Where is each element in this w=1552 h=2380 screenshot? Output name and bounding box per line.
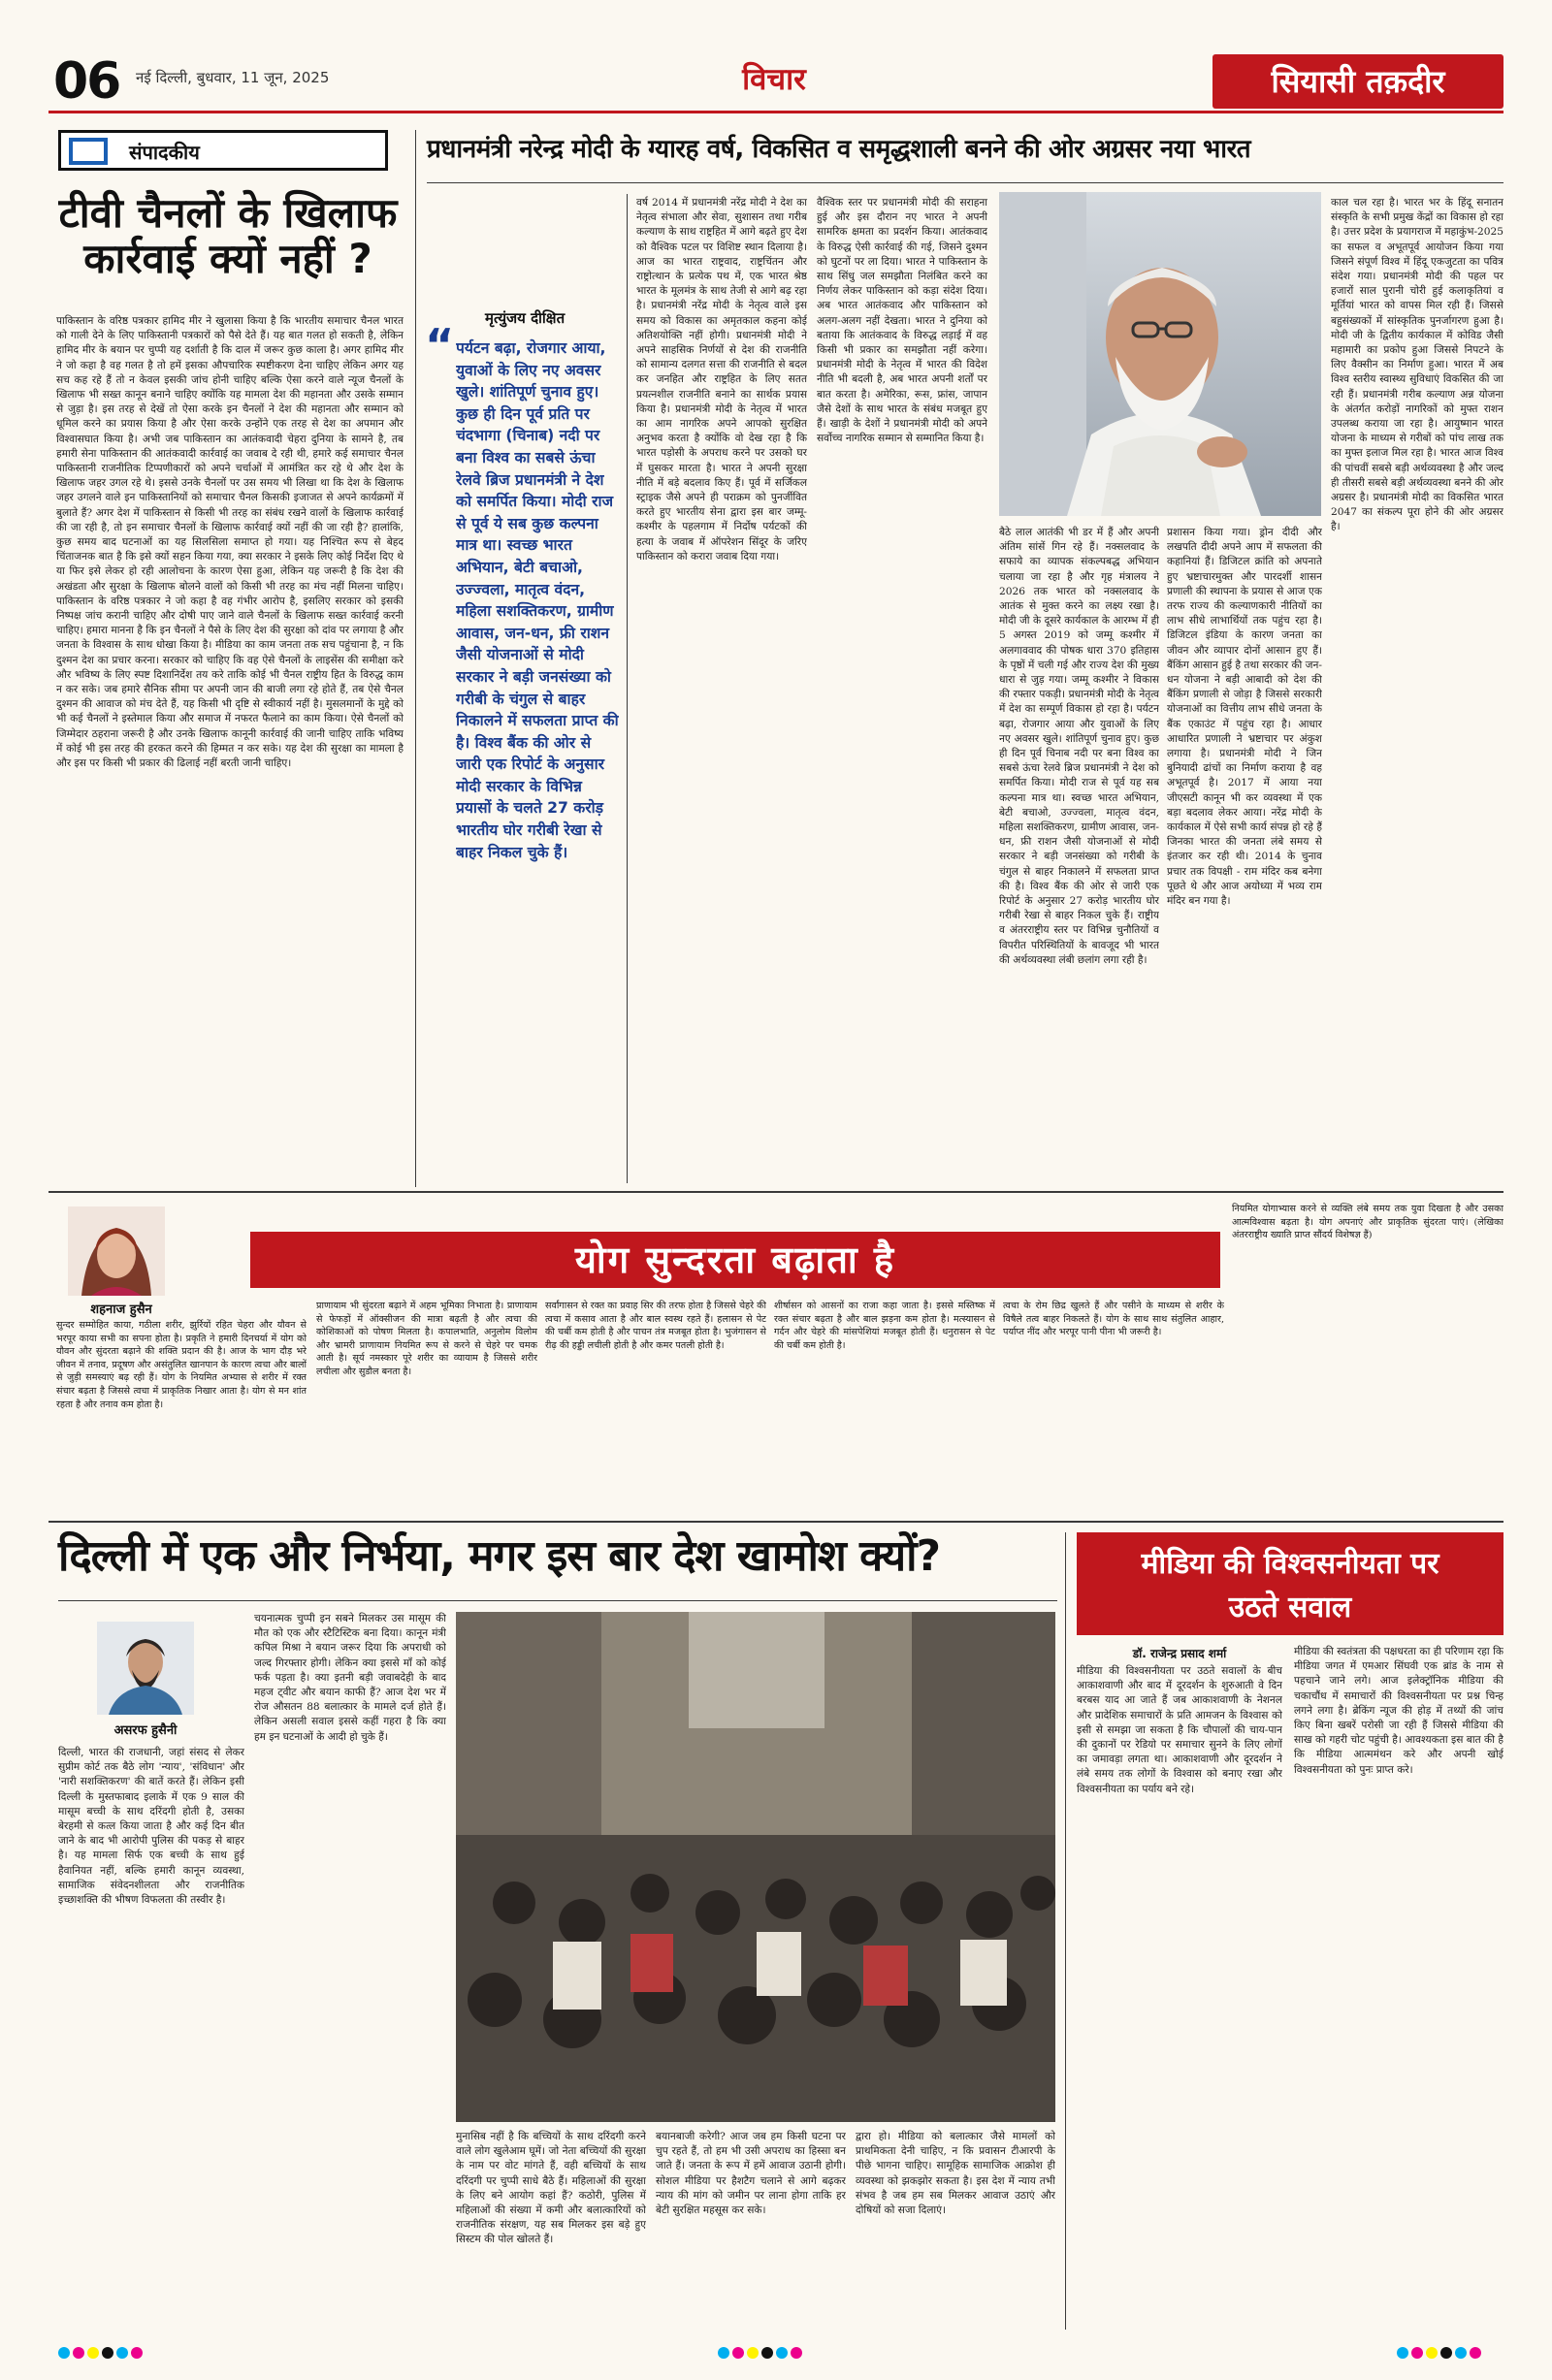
- lead-author: मृत्युंजय दीक्षित: [485, 309, 566, 327]
- pullquote-divider: [627, 194, 628, 1183]
- yoga-column-6: नियमित योगाभ्यास करने से व्यक्ति लंबे समय तक युवा दिखता है और उसका आत्मविश्वास बढ़ता है। योग अपनाएं और प्राकृतिक सुंदरता पाएं। (लेखिका अंतरराष्ट्रीय ख्याति प्राप्त सौंदर्य विशेषज्ञ हैं): [1232, 1204, 1504, 1241]
- media-divider: [1065, 1532, 1066, 2330]
- lead-column-3: बैठे लाल आतंकी भी डर में हैं और अपनी अंतिम सांसें गिन रहे हैं। नक्सलवाद के सफाये का व्यापक संकल्पबद्ध अभियान चलाया जा रहा है और गृह मंत्रालय ने 2026 तक भारत को नक्सलवाद के आतंक से मुक्त करने का लक्ष्य रखा है। मोदी जी के दूसरे कार्यकाल के आरम्भ में ही 5 अगस्त 2019 को जम्मू कश्मीर में अलगाववाद की पोषक धारा 370 इतिहास के पृष्ठों में चली गई और राज्य देश की मुख्य धारा से जुड़ गया। जम्मू कश्मीर ने विकास की रफ्तार पकड़ी। प्रधानमंत्री मोदी के नेतृत्व में देश का सम्पूर्ण विकास हो रहा है। पर्यटन बढ़ा, रोजगार आया और युवाओं के लिए नए अवसर खुले। शांतिपूर्ण चुनाव हुए। कुछ ही दिन पूर्व चिनाब नदी पर बना विश्व का सबसे ऊंचा रेलवे ब्रिज प्रधानमंत्री ने देश को समर्पित किया। मोदी राज से पूर्व यह सब कल्पना मात्र था। स्वच्छ भारत अभियान, बेटी बचाओ, उज्ज्वला, मातृत्व वंदन, महिला सशक्तिकरण, ग्रामीण आवास, जन-धन, फ्री राशन जैसी योजनाओं से मोदी सरकार ने बड़ी जनसंख्या को गरीबी के चंगुल से बाहर निकालने में सफलता प्राप्त की है। विश्व बैंक की ओर से जारी एक रिपोर्ट के अनुसार 27 करोड़ भारतीय घोर गरीबी रेखा से बाहर निकल चुके हैं। राष्ट्रीय व अंतरराष्ट्रीय स्तर पर विभिन्न चुनौतियों व विपरीत परिस्थितियों के बावजूद भी भारत की अर्थव्यवस्था लंबी छलांग लगा रही है।: [999, 527, 1159, 966]
- lead-column-2: वैश्विक स्तर पर प्रधानमंत्री मोदी की सराहना हुई और इस दौरान नए भारत ने अपनी सामरिक क्षमता का प्रदर्शन किया। आतंकवाद के विरुद्ध ऐसी कार्रवाई की गई, जिसने दुश्मन को घुटनों पर ला दिया। भारत ने पाकिस्तान के साथ सिंधु जल समझौता निलंबित करने का निर्णय लेकर पाकिस्तान को कड़ा संदेश दिया। अब भारत आतंकवाद और पाकिस्तान को अलग-अलग नहीं देखता। भारत ने दुनिया को बताया कि आतंकवाद के विरुद्ध लड़ाई में वह किसी भी प्रकार का समझौता नहीं करेगा। प्रधानमंत्री मोदी के नेतृत्व में भारत की विदेश नीति भी बदली है, अब भारत अपनी शर्तों पर बात करता है। अमेरिका, रूस, फ्रांस, जापान जैसे देशों के साथ भारत के संबंध मजबूत हुए हैं। खाड़ी के देशों ने प्रधानमंत्री मोदी को अपने सर्वोच्च नागरिक सम्मान से सम्मानित किया है।: [817, 197, 987, 445]
- media-headline-line1: मीडिया की विश्वसनीयता पर: [1141, 1547, 1439, 1581]
- editorial-headline-line1: टीवी चैनलों के खिलाफ: [58, 189, 398, 237]
- lead-column-5: काल चल रहा है। भारत भर के हिंदू सनातन संस्कृति के सभी प्रमुख केंद्रों का विकास हो रहा है। उत्तर प्रदेश के प्रयागराज में महाकुंभ-2025 का सफल व अभूतपूर्व आयोजन किया गया जिसने संपूर्ण विश्व में हिंदू एकजुटता का पवित्र संदेश गया। प्रधानमंत्री मोदी की पहल पर हजारों साल पुरानी चोरी हुई कलाकृतियां व मूर्तियां भारत को वापस मिल रही हैं। जिससे बहुसंख्यकों में सांस्कृतिक पुनर्जागरण हुआ है। मोदी जी के द्वितीय कार्यकाल में कोविड जैसी महामारी का प्रकोप हुआ जिससे निपटने के लिए वैक्सीन का निर्माण हुआ। भारत में अब विश्व स्तरीय स्वास्थ्य सुविधाएं विकसित की जा रही हैं। प्रधानमंत्री गरीब कल्याण अन्न योजना के अंतर्गत करोड़ों नागरिकों को मुफ्त राशन उपलब्ध कराया जा रहा है। आयुष्मान भारत योजना के माध्यम से गरीबों को पांच लाख तक का मुफ्त इलाज मिल रहा है। भारत आज विश्व की पांचवीं सबसे बड़ी अर्थव्यवस्था है और जल्द ही तीसरी सबसे बड़ी अर्थव्यवस्था बनने की ओर अग्रसर है। प्रधानमंत्री मोदी का विकसित भारत 2047 का संकल्प पूरा होने की ओर अग्रसर है।: [1331, 197, 1504, 533]
- yoga-headline: योग सुन्दरता बढ़ाता है: [574, 1238, 896, 1281]
- yoga-column-3: सर्वांगासन से रक्त का प्रवाह सिर की तरफ होता है जिससे चेहरे की त्वचा में कसाव आता है और बाल स्वस्थ रहते हैं। हलासन से पेट की चर्बी कम होती है और पाचन तंत्र मजबूत होता है। भुजंगासन से रीढ़ की हड्डी लचीली होती है और कमर पतली होती है।: [545, 1301, 766, 1351]
- lead-photo-modi: [999, 192, 1321, 516]
- media-headline-line2: उठते सवाल: [1228, 1591, 1352, 1624]
- yoga-column-2: प्राणायाम भी सुंदरता बढ़ाने में अहम भूमिका निभाता है। प्राणायाम से फेफड़ों में ऑक्सीजन की मात्रा बढ़ती है और त्वचा की कोशिकाओं को पोषण मिलता है। कपालभाति, अनुलोम विलोम और भ्रामरी प्राणायाम नियमित रूप से करने से चेहरे पर चमक आती है। सूर्य नमस्कार पूरे शरीर का व्यायाम है जिससे शरीर लचीला और सुडौल बनता है।: [316, 1301, 537, 1377]
- lead-headline-rule: [427, 182, 1504, 183]
- media-column-2: मीडिया की स्वतंत्रता की पक्षधरता का ही परिणाम रहा कि मीडिया जगत में एमआर सिंघवी एक ब्रांड के नाम से पहचाने जाने लगे। आज इलेक्ट्रॉनिक मीडिया की चकाचौंध में समाचारों की विश्वसनीयता पर प्रश्न चिन्ह लगने लगा है। ब्रेकिंग न्यूज की होड़ में तथ्यों की जांच किए बिना खबरें परोसी जा रही हैं जिससे मीडिया की साख को गहरी चोट पहुंची है। आवश्यकता इस बात की है कि मीडिया आत्ममंथन करे और अपनी खोई विश्वसनीयता को पुनः प्राप्त करे।: [1294, 1646, 1504, 1776]
- lead-column-1: वर्ष 2014 में प्रधानमंत्री नरेंद्र मोदी ने देश का नेतृत्व संभाला और सेवा, सुशासन तथा गरीब कल्याण के साथ राष्ट्रहित में आगे बढ़ते हुए देश को वैश्विक पटल पर विशिष्ट स्थान दिलाया है। आज का भारत राष्ट्रवाद, राष्ट्रचिंतन और राष्ट्रोत्थान के प्रत्येक पथ में, एक भारत श्रेष्ठ भारत के मूलमंत्र के साथ तेजी से आगे बढ़ रहा है। प्रधानमंत्री नरेंद्र मोदी के नेतृत्व वाले इस समय को विकास का अमृतकाल कहना कोई अतिशयोक्ति नहीं होगी। प्रधानमंत्री मोदी ने अपने साहसिक निर्णयों से देश की राजनीति को सामान्य दलगत सत्ता की राजनीति से बदल कर जनहित और राष्ट्रहित के लिए सतत प्रयत्नशील राजनीति बनाने का सार्थक प्रयास किया है। प्रधानमंत्री मोदी के नेतृत्व में भारत का आम नागरिक अपने आपको सुरक्षित अनुभव करता है क्योंकि वो देख रहा है कि भारत पड़ोसी के अपराध करने पर उसको घर में घुसकर मारता है। भारत ने अपनी सुरक्षा नीति में बड़े बदलाव किए हैं। पूर्व में सर्जिकल स्ट्राइक जैसे अपने ही पराक्रम को पुनर्जीवित करते हुए भारतीय सेना द्वारा इस बार जम्मू-कश्मीर के पहलगाम में निर्दोष पर्यटकों की हत्या के जवाब में ऑपरेशन सिंदूर के जरिए पाकिस्तान को करारा जवाब दिया गया।: [636, 197, 807, 563]
- nirbhaya-column-5: द्वारा हो। मीडिया को बलात्कार जैसे मामलों को प्राथमिकता देनी चाहिए, न कि प्रवासन टीआरपी के पीछे भागना चाहिए। सामूहिक सामाजिक आक्रोश ही व्यवस्था को झकझोर सकता है। इस देश में न्याय तभी संभव है जब हम सब मिलकर आवाज उठाएं और दोषियों को सजा दिलाएं।: [856, 2131, 1055, 2217]
- lead-pullquote: पर्यटन बढ़ा, रोजगार आया, युवाओं के लिए नए अवसर खुले। शांतिपूर्ण चुनाव हुए। कुछ ही दिन पूर्व प्रति पर चंदभागा (चिनाब) नदी पर बना विश्व का सबसे ऊंचा रेलवे ब्रिज प्रधानमंत्री ने देश को समर्पित किया। मोदी राज से पूर्व ये सब कुछ कल्पना मात्र था। स्वच्छ भारत अभियान, बेटी बचाओ, उज्ज्वला, मातृत्व वंदन, महिला सशक्तिकरण, ग्रामीण आवास, जन-धन, फ्री राशन जैसी योजनाओं से मोदी सरकार ने बड़ी जनसंख्या को गरीबी के चंगुल से बाहर निकालने में सफलता प्राप्त की है। विश्व बैंक की ओर से जारी एक रिपोर्ट के अनुसार मोदी सरकार के विभिन्न प्रयासों के चलते 27 करोड़ भारतीय घोर गरीबी रेखा से बाहर निकल चुके हैं।: [456, 339, 619, 861]
- nirbhaya-column-4: बयानबाजी करेगी? आज जब हम किसी घटना पर चुप रहते हैं, तो हम भी उसी अपराध का हिस्सा बन जाते हैं। जनता के रूप में हमें आवाज उठानी होगी। सोशल मीडिया पर हैशटैग चलाने से आगे बढ़कर न्याय की मांग को जमीन पर लाना होगा ताकि हर बेटी सुरक्षित महसूस कर सके।: [656, 2131, 846, 2217]
- registration-marks-right: [1397, 2347, 1481, 2359]
- section-title: विचार: [742, 62, 806, 97]
- lead-column-4: प्रशासन किया गया। ड्रोन दीदी और लखपति दीदी अपने आप में सफलता की कहानियां हैं। डिजिटल क्रांति को अपनाते हुए भ्रष्टाचारमुक्त और पारदर्शी शासन प्रणाली की स्थापना के प्रयास से आज एक तरफ राज्य की कल्याणकारी नीतियों का लाभ सीधे लाभार्थियों तक पहुंच रहा है। डिजिटल इंडिया के कारण जनता का जीवन और व्यापार दोनों आसान हुए हैं। बैंकिंग आसान हुई है तथा सरकार की जन-धन योजना ने बड़ी आबादी को देश की बैंकिंग प्रणाली से जोड़ा है जिससे सरकारी योजनाओं का वित्तीय लाभ सीधे जनता के बैंक एकाउंट में पहुंच रहा है। आधार आधारित प्रणाली ने भ्रष्टाचार पर अंकुश लगाया है। प्रधानमंत्री मोदी ने जिन बुनियादी ढांचों का निर्माण कराया है वह अभूतपूर्व है। 2017 में आया नया जीएसटी कानून भी कर व्यवस्था में एक बड़ा बदलाव लेकर आया। नरेंद्र मोदी के कार्यकाल में ऐसे सभी कार्य संपन्न हो रहे हैं जिनका भारत की जनता लंबे समय से इंतजार कर रही थी। 2014 के चुनाव प्रचार तक विपक्षी - राम मंदिर कब बनेगा पूछते थे और आज अयोध्या में भव्य राम मंदिर बन गया है।: [1167, 527, 1322, 908]
- media-author: डॉ. राजेन्द्र प्रसाद शर्मा: [1132, 1647, 1227, 1660]
- nirbhaya-crowd-photo: [456, 1612, 1055, 2122]
- masthead: [0, 0, 1552, 114]
- crowd-photo-illustration: [456, 1612, 1055, 2122]
- nirbhaya-author: असरफ हुसैनी: [113, 1723, 178, 1738]
- registration-marks-left: [58, 2347, 143, 2359]
- nirbhaya-author-photo: [97, 1622, 194, 1715]
- editorial-body: पाकिस्तान के वरिष्ठ पत्रकार हामिद मीर ने खुलासा किया है कि भारतीय समाचार चैनल भारत को गाली देने के लिए पाकिस्तानी पत्रकारों को पैसे देते हैं। यह बात गलत हो सकती है, लेकिन हामिद मीर के बयान पर चुप्पी यह दर्शाती है कि दाल में जरूर कुछ काला है। अगर हामिद मीर ने जो कहा है वह गलत है तो हमें इसका औपचारिक स्पष्टीकरण देना चाहिए लेकिन अगर यह सच कह रहे हैं तो न केवल इसकी जांच होनी चाहिए बल्कि ऐसा करने वाले न्यूज चैनलों के खिलाफ भी सख्त कानून बनाने चाहिए क्योंकि यह मामला देश की महानता और उसके सम्मान से जुड़ा है। इस तरह से देखें तो ऐसा करके इन चैनलों ने देश की महानता और सम्मान को धूमिल करने का प्रयास किया है और ऐसा करके उन्होंने एक तरह से देश का अपमान और विश्वासघात किया है। अभी जब पाकिस्तान का आतंकवादी चेहरा दुनिया के सामने है, तब हमारी सेना पाकिस्तान की आतंकवादी कार्रवाई का जवाब दे रही थी, हमारे कई समाचार चैनल पाकिस्तानी राजनीतिक टिप्पणीकारों को अपने चर्चाओं में आमंत्रित कर रहे थे और देश के खिलाफ जहर उगल रहे थे। इससे उनके चैनलों पर उस समय भी लिखा था कि देश के खिलाफ जहर उगलने वाले इन पाकिस्तानियों को समाचार चैनल किसकी इजाजत से अपने कार्यक्रमों में बुलाते हैं? अगर देश में पाकिस्तान से किसी भी तरह का संबंध रखने वालों के खिलाफ कार्रवाई की जा रही है, तो इन समाचार चैनलों के खिलाफ कार्रवाई क्यों नहीं की जा रही है? हालांकि, कुछ समय बाद घटनाओं का यह सिलसिला समाप्त हो गया। यह निश्चित रूप से बेहद चिंताजनक बात है कि इसे क्यों सहन किया गया, क्या सरकार ने इसके लिए कोई निर्देश दिए थे या फिर इसे लेकर हो रही आलोचना के कारण ऐसा हुआ, लेकिन यह जरूरी है कि देश की अखंडता और सुरक्षा के खिलाफ बोलने वालों को किसी भी तरह का मंच नहीं मिलना चाहिए। पाकिस्तान के वरिष्ठ पत्रकार ने जो कहा है वह गंभीर आरोप है, इसलिए सरकार को इसकी निष्पक्ष जांच करानी चाहिए और दोषी पाए जाने वाले चैनलों के खिलाफ सख्त कार्रवाई करनी चाहिए। हमारा मानना है कि इन चैनलों ने पैसे के लिए देश की सुरक्षा को दांव पर लगाया है और जनता के विश्वास के साथ धोखा किया है। मीडिया का काम जनता तक सच पहुंचाना है, न कि दुश्मन देश का प्रचार करना। सरकार को चाहिए कि वह ऐसे चैनलों के लाइसेंस की समीक्षा करे और भविष्य के लिए स्पष्ट दिशानिर्देश तय करे ताकि कोई भी चैनल राष्ट्रीय हित के विरुद्ध काम न कर सके। जब हमारे सैनिक सीमा पर अपनी जान की बाजी लगा रहे होते हैं, तब ऐसे चैनल दुश्मन की आवाज को मंच देते हैं, यह किसी भी दृष्टि से स्वीकार्य नहीं है। मुसलमानों के मुद्दे को भी कई चैनलों ने इस्तेमाल किया और समाज में नफरत फैलाने का काम किया। ऐसे चैनलों को जिम्मेदार ठहराना जरूरी है और उनके खिलाफ कानूनी कार्रवाई की जानी चाहिए ताकि भविष्य में कोई भी इस तरह की हरकत करने की हिम्मत न कर सके। यह देश की सुरक्षा का मामला है और इस पर किसी भी प्रकार की ढिलाई नहीं बरती जानी चाहिए।: [56, 315, 404, 770]
- editorial-divider: [415, 130, 416, 1187]
- media-headline-banner: [1077, 1532, 1504, 1635]
- nirbhaya-headline: दिल्ली में एक और निर्भया, मगर इस बार देश खामोश क्यों?: [58, 1531, 941, 1581]
- editorial-tag-icon: [69, 138, 108, 165]
- yoga-column-1: सुन्दर सम्मोहित काया, गठीला शरीर, झुर्रियों रहित चेहरा और यौवन से भरपूर काया सभी का सपना होता है। प्रकृति ने हमारी दिनचर्या में योग को यौवन और सुंदरता बढ़ाने की शक्ति प्रदान की है। आज के भाग दौड़ भरे जीवन में तनाव, प्रदूषण और असंतुलित खानपान के कारण त्वचा और बालों से जुड़ी समस्याएं बढ़ रही हैं। योग के नियमित अभ्यास से शरीर में रक्त संचार बढ़ता है जिससे त्वचा में प्राकृतिक निखार आता है। योग से मन शांत रहता है और तनाव कम होता है।: [56, 1320, 307, 1410]
- pullquote-mark-icon: “: [425, 319, 455, 371]
- page-banner: [1212, 54, 1504, 109]
- page-number: 06: [53, 52, 120, 111]
- modi-photo-illustration: [999, 192, 1321, 516]
- nirbhaya-column-2: चयनात्मक चुप्पी इन सबने मिलकर उस मासूम की मौत को एक और स्टैटिस्टिक बना दिया। कानून मंत्री कपिल मिश्रा ने बयान जरूर दिया कि अपराधी को जल्द गिरफ्तार होगी। लेकिन क्या इससे माँ को कोई फर्क पड़ता है। क्या इतनी बड़ी जवाबदेही के बाद महज ट्वीट और बयान काफी हैं? आज देश भर में रोज औसतन 88 बलात्कार के मामले दर्ज होते हैं। लेकिन असली सवाल इससे कहीं गहरा है कि क्या हम इन घटनाओं के आदी हो चुके हैं।: [254, 1613, 446, 1743]
- yoga-column-5: त्वचा के रोम छिद्र खुलते हैं और पसीने के माध्यम से शरीर के विषैले तत्व बाहर निकलते हैं। योग के साथ साथ संतुलित आहार, पर्याप्त नींद और भरपूर पानी पीना भी जरूरी है।: [1003, 1301, 1224, 1338]
- shahnaz-photo-illustration: [68, 1206, 165, 1296]
- page-banner-title: सियासी तक़दीर: [1271, 63, 1445, 100]
- editorial-headline-line2: कार्रवाई क्यों नहीं ?: [83, 235, 372, 283]
- editorial-tag-label: संपादकीय: [129, 141, 200, 164]
- yoga-headline-banner: [250, 1232, 1220, 1288]
- nirbhaya-column-3: मुनासिब नहीं है कि बच्चियों के साथ दरिंदगी करने वाले लोग खुलेआम घूमें। जो नेता बच्चियों की सुरक्षा के नाम पर वोट मांगते हैं, वही बच्चियों के साथ दरिंदगी पर चुप्पी साधे बैठे हैं। महिलाओं की सुरक्षा के लिए बने आयोग कहां हैं? कठोरी, पुलिस में महिलाओं की संख्या में कमी और बलात्कारियों को राजनीतिक संरक्षण, यह सब मिलकर इस बड़े हुए सिस्टम की पोल खोलते हैं।: [456, 2131, 646, 2246]
- registration-marks-center: [718, 2347, 802, 2359]
- masthead-rule: [48, 111, 1504, 113]
- section-rule-1: [48, 1191, 1504, 1193]
- editorial-tag-box: [58, 130, 388, 171]
- asraf-photo-illustration: [97, 1622, 194, 1715]
- editorial-headline: [53, 190, 403, 281]
- lead-headline: प्रधानमंत्री नरेन्द्र मोदी के ग्यारह वर्ष, विकसित व समृद्धशाली बनने की ओर अग्रसर नया भारत: [427, 135, 1251, 164]
- dateline: नई दिल्ली, बुधवार, 11 जून, 2025: [136, 69, 330, 86]
- nirbhaya-column-1: दिल्ली, भारत की राजधानी, जहां संसद से लेकर सुप्रीम कोर्ट तक बैठे लोग 'न्याय', 'संविधान' और 'नारी सशक्तिकरण' की बातें करते हैं। लेकिन इसी दिल्ली के मुस्तफाबाद इलाके में एक 9 साल की मासूम बच्ची के साथ दरिंदगी होती है, उसका बेरहमी से कत्ल किया जाता है और कई दिन बीत जाने के बाद भी आरोपी पुलिस की पकड़ से बाहर है। यह मामला सिर्फ एक बच्ची के साथ हुई हैवानियत नहीं, बल्कि हमारी कानून व्यवस्था, सामाजिक संवेदनशीलता और राजनीतिक इच्छाशक्ति की भीषण विफलता की तस्वीर है।: [58, 1747, 244, 1907]
- yoga-author: शहनाज हुसैन: [90, 1303, 152, 1317]
- media-column-1: मीडिया की विश्वसनीयता पर उठते सवालों के बीच आकाशवाणी और बाद में दूरदर्शन के शुरुआती वे दिन बरबस याद आ जाते हैं जब आकाशवाणी के नेशनल और प्रादेशिक समाचारों के प्रति आमजन के विश्वास को इसी से समझा जा सकता है कि चौपालों की चाय-पान की दुकानों पर रेडियो पर समाचार सुनने के लिए लोगों का जमावड़ा लगता था। आकाशवाणी और दूरदर्शन ने लंबे समय तक लोगों के विश्वास को बनाए रखा और विश्वसनीयता का पर्याय बने रहे।: [1077, 1665, 1282, 1795]
- yoga-author-photo: [68, 1206, 165, 1296]
- yoga-column-4: शीर्षासन को आसनों का राजा कहा जाता है। इससे मस्तिष्क में रक्त संचार बढ़ता है और बाल झड़ना कम होता है। मत्स्यासन से गर्दन और चेहरे की मांसपेशियां मजबूत होती हैं। धनुरासन से पेट की चर्बी कम होती है।: [774, 1301, 995, 1351]
- nirbhaya-headline-rule: [58, 1600, 1057, 1601]
- section-rule-2: [48, 1521, 1504, 1523]
